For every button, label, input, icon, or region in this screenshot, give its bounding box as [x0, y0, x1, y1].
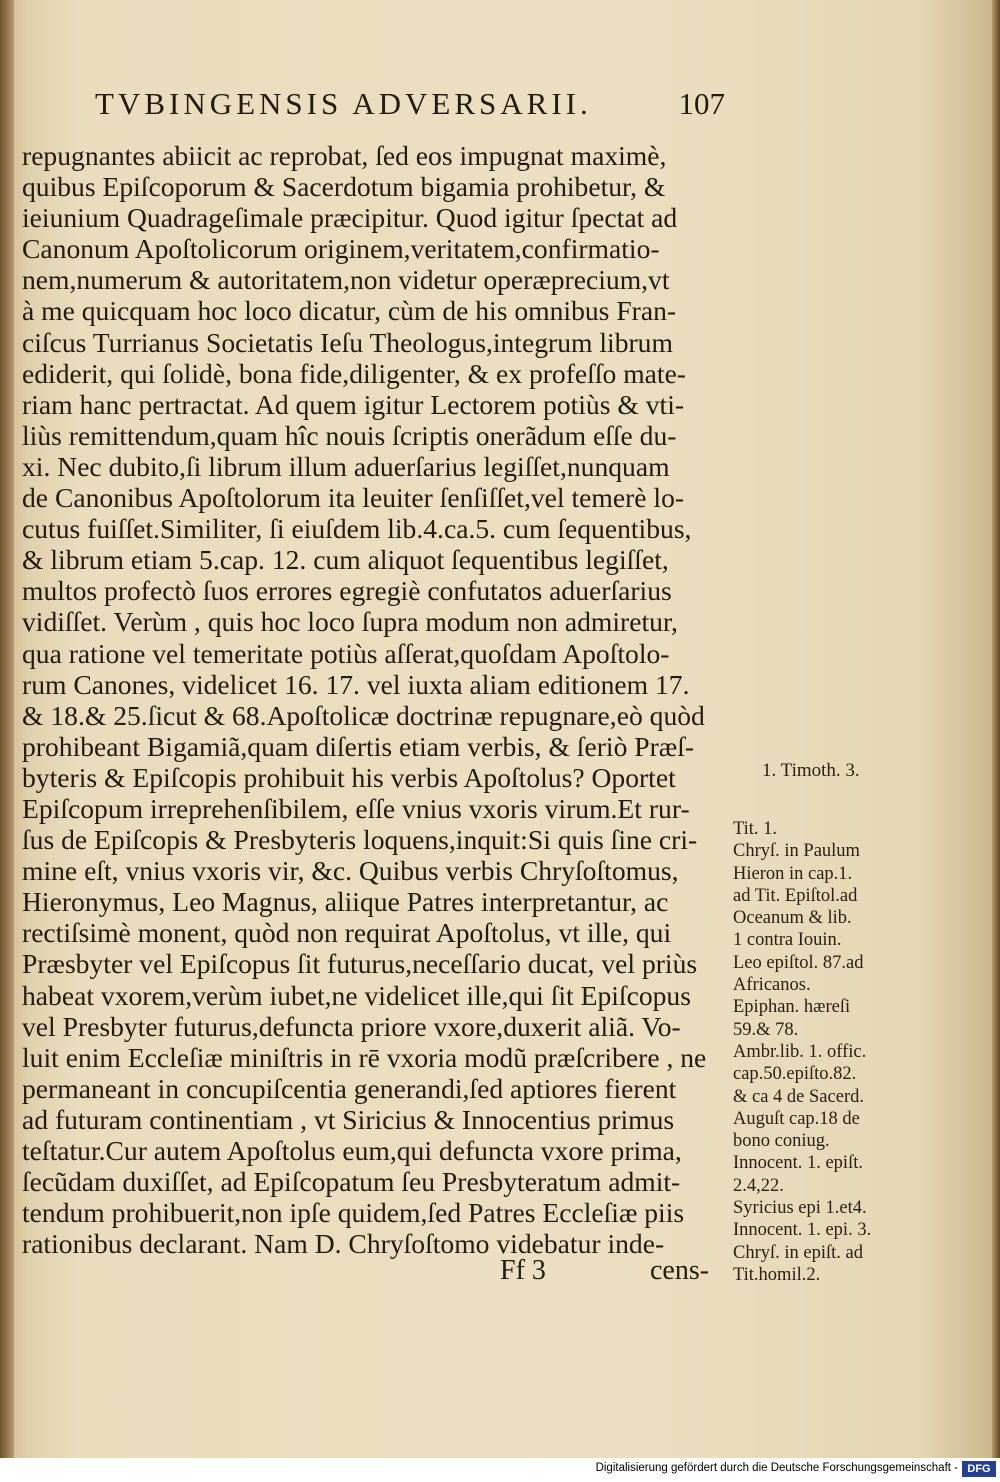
- page-number: 107: [678, 86, 725, 121]
- marginal-note-line: Hieron in cap.1.: [733, 863, 853, 884]
- text-line: rationibus declarant. Nam D. Chryſoſtomo videbatur inde-: [22, 1228, 665, 1260]
- text-line: tendum prohibuerit,non ipſe quidem,ſed Patres Eccleſiæ piis: [22, 1197, 685, 1229]
- text-line: mine eſt, vnius vxoris vir, &c. Quibus verbis Chryſoſtomus,: [22, 855, 679, 887]
- marginal-note-line: Innocent. 1. epi. 3.: [733, 1220, 872, 1241]
- text-line: rum Canones, videlicet 16. 17. vel iuxta aliam editionem 17.: [22, 668, 690, 700]
- text-line: vel Presbyter futurus,defuncta priore vxore,duxerit aliã. Vo-: [22, 1010, 681, 1042]
- text-line: xi. Nec dubito,ſi librum illum aduerſarius legiſſet,nunquam: [22, 450, 670, 482]
- text-line: byteris & Epiſcopis prohibuit his verbis Apoſtolus? Oportet: [22, 761, 676, 793]
- text-line: permaneant in concupiſcentia generandi,ſed aptiores fierent: [22, 1072, 677, 1104]
- marginal-note-line: Syricius epi 1.et4.: [733, 1198, 867, 1219]
- marginal-note: 1. Timoth. 3.: [762, 760, 860, 781]
- text-line: riam hanc pertractat. Ad quem igitur Lectorem potiùs & vti-: [22, 388, 685, 420]
- marginal-note-line: Africanos.: [733, 975, 811, 996]
- marginal-note-line: Oceanum & lib.: [733, 908, 852, 929]
- text-line: ediderit, qui ſolidè, bona fide,diligenter, & ex profeſſo mate-: [22, 357, 687, 389]
- text-line: ad futuram continentiam , vt Siricius & Innocentius primus: [22, 1103, 675, 1135]
- text-line: nem,numerum & autoritatem,non videtur operæprecium,vt: [22, 264, 670, 296]
- dfg-logo: DFG: [962, 1461, 996, 1477]
- marginal-note-line: Leo epiſtol. 87.ad: [733, 952, 864, 973]
- marginal-note-line: Epiphan. hæreſi: [733, 997, 851, 1018]
- text-line: Epiſcopum irreprehenſibilem, eſſe vnius vxoris virum.Et rur-: [22, 792, 690, 824]
- marginal-note-line: Tit. 1.: [733, 819, 778, 839]
- marginal-note-line: cap.50.epiſto.82.: [733, 1064, 857, 1085]
- text-line: multos profectò ſuos errores egregiè confutatos aduerſarius: [22, 575, 672, 607]
- page-header: [95, 86, 725, 126]
- marginal-note-line: 1 contra Iouin.: [733, 930, 842, 951]
- text-line: ſecũdam duxiſſet, ad Epiſcopatum ſeu Presbyteratum admit-: [22, 1166, 681, 1198]
- text-line: prohibeant Bigamiã,quam diſertis etiam verbis, & ſeriò Præſ-: [22, 730, 695, 762]
- text-line: vidiſſet. Verùm , quis hoc loco ſupra modum non admiretur,: [22, 606, 678, 638]
- marginal-note-line: ad Tit. Epiſtol.ad: [733, 885, 858, 906]
- marginal-note-line: Ambr.lib. 1. offic.: [733, 1041, 867, 1062]
- text-line: à me quicquam hoc loco dicatur, cùm de his omnibus Fran-: [22, 295, 677, 327]
- body-text: [22, 140, 722, 1259]
- marginal-note-line: bono coniug.: [733, 1131, 830, 1152]
- text-line: teſtatur.Cur autem Apoſtolus eum,qui defuncta vxore prima,: [22, 1135, 682, 1166]
- marginal-note-line: Chryſ. in epiſt. ad: [733, 1242, 863, 1263]
- text-line: de Canonibus Apoſtolorum ita leuiter ſenſiſſet,vel temerè lo-: [22, 482, 685, 514]
- page-left-edge: [0, 0, 14, 1458]
- text-line: & librum etiam 5.cap. 12. cum aliquot ſequentibus legiſſet,: [22, 544, 669, 576]
- text-line: qua ratione vel temeritate potiùs aſſerat,quoſdam Apoſtolo-: [22, 637, 670, 669]
- text-line: repugnantes abiicit ac reprobat, ſed eos impugnat maximè,: [22, 140, 667, 171]
- text-line: cutus fuiſſet.Similiter, ſi eiuſdem lib.4.ca.5. cum ſequentibus,: [22, 513, 692, 545]
- text-line: luit enim Eccleſiæ miniſtris in rē vxoria modũ præſcribere , ne: [22, 1041, 707, 1073]
- catchword: cens-: [650, 1255, 710, 1286]
- marginal-note-line: Innocent. 1. epiſt.: [733, 1153, 863, 1174]
- text-line: & 18.& 25.ſicut & 68.Apoſtolicæ doctrinæ repugnare,eò quòd: [22, 699, 705, 731]
- marginal-note-line: Chryſ. in Paulum: [733, 841, 860, 862]
- text-line: quibus Epiſcoporum & Sacerdotum bigamia prohibetur, &: [22, 171, 666, 203]
- text-line: ſus de Epiſcopis & Presbyteris loquens,inquit:Si quis ſine cri-: [22, 824, 698, 856]
- text-line: Præsbyter vel Epiſcopus ſit futurus,neceſſario ducat, vel priùs: [22, 948, 698, 980]
- text-line: rectiſsimè monent, quòd non requirat Apoſtolus, vt ille, qui: [22, 917, 672, 949]
- marginalia: [733, 818, 913, 1286]
- running-title: TVBINGENSIS ADVERSARII.: [95, 86, 592, 121]
- text-line: liùs remittendum,quam hîc nouis ſcriptis onerãdum eſſe du-: [22, 419, 677, 451]
- text-line: ieiunium Quadrageſimale præcipitur. Quod igitur ſpectat ad: [22, 202, 678, 234]
- marginal-note-line: 59.& 78.: [733, 1019, 799, 1040]
- text-line: Hieronymus, Leo Magnus, aliique Patres interpretantur, ac: [22, 886, 669, 918]
- footer-bar: [0, 1458, 1000, 1482]
- signature-mark: Ff 3: [500, 1255, 546, 1286]
- funding-credit: Digitalisierung gefördert durch die Deutsche Forschungsgemeinschaft -: [595, 1462, 958, 1474]
- marginal-note-line: & ca 4 de Sacerd.: [733, 1086, 864, 1107]
- marginal-note-line: 2.4,22.: [733, 1175, 784, 1196]
- marginal-note-line: Auguſt cap.18 de: [733, 1108, 860, 1129]
- text-line: habeat vxorem,verùm iubet,ne videlicet ille,qui ſit Epiſcopus: [22, 979, 691, 1011]
- text-line: ciſcus Turrianus Societatis Ieſu Theologus,integrum librum: [22, 326, 673, 358]
- marginal-note-line: Tit.homil.2.: [733, 1264, 821, 1285]
- page-right-edge: [992, 0, 1000, 1458]
- text-line: Canonum Apoſtolicorum originem,veritatem,confirmatio-: [22, 233, 660, 265]
